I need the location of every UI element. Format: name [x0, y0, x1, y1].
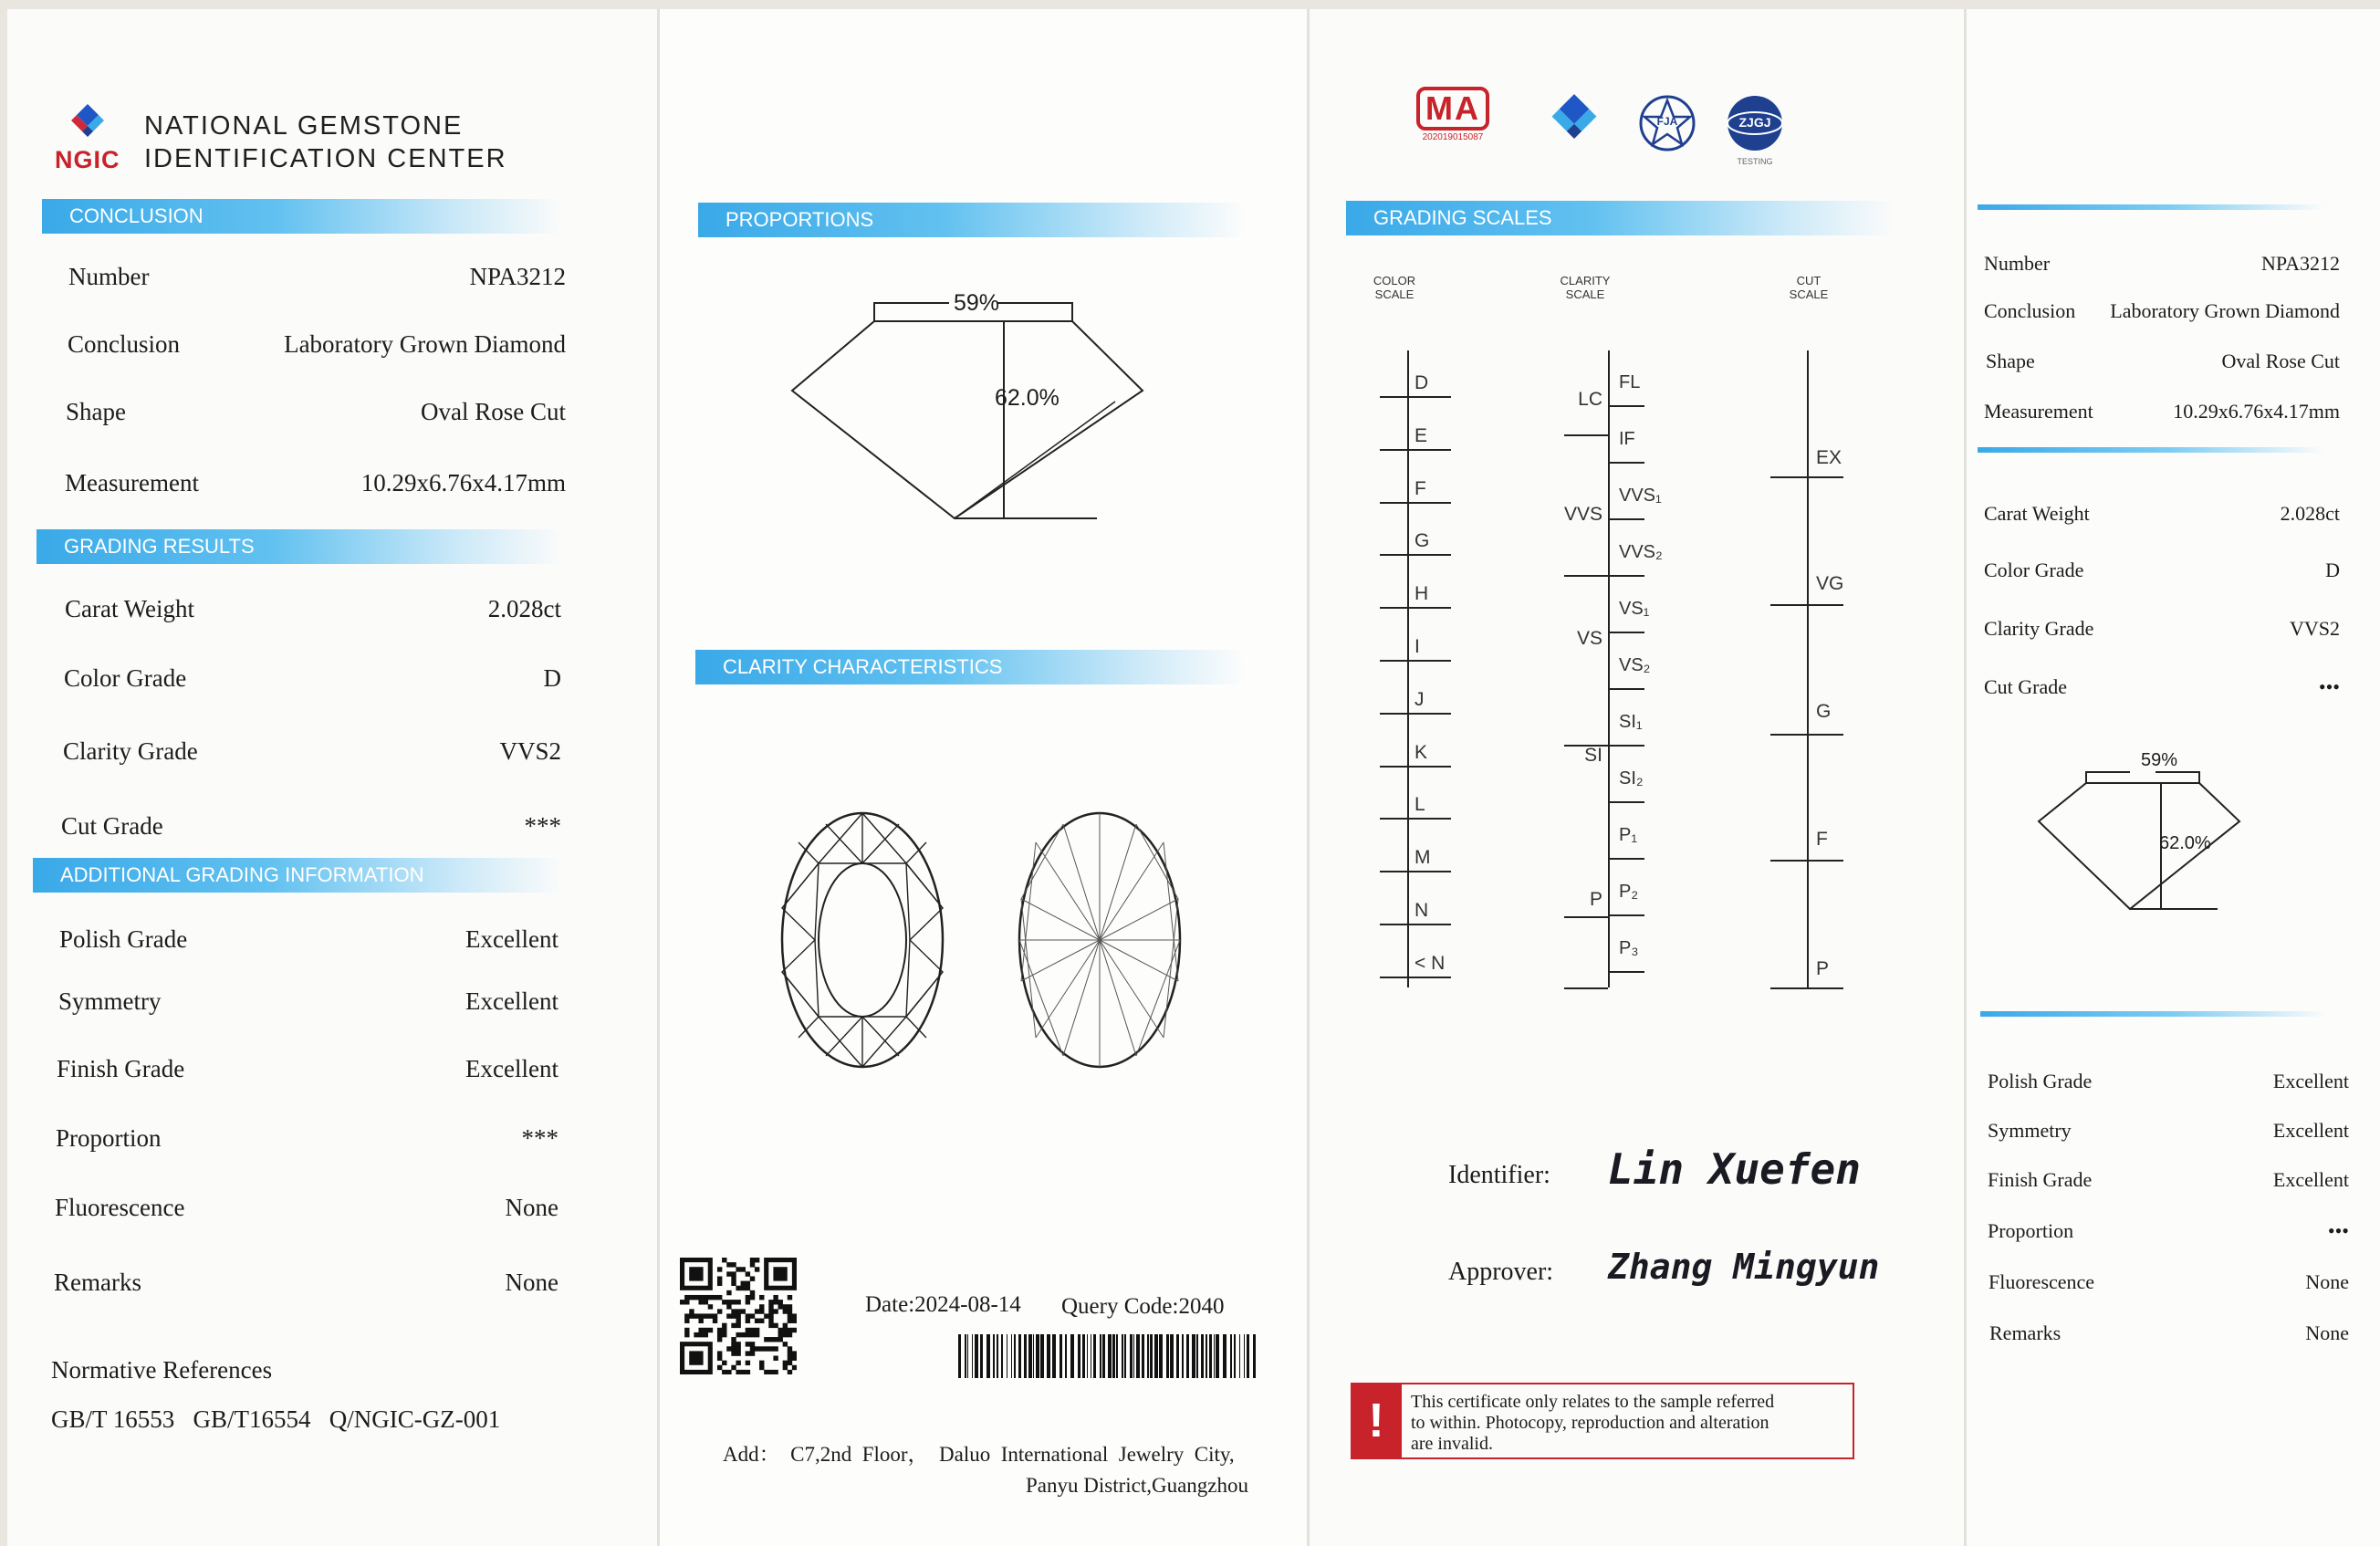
field-value: Excellent [465, 925, 558, 953]
cut-scale-head [1781, 274, 1836, 301]
clarity-scale-tick [1608, 858, 1644, 860]
field-value: D [2325, 559, 2340, 581]
field-label: Clarity Grade [63, 737, 198, 765]
cut-grade-label: G [1816, 701, 1832, 722]
cut-scale-head-2: SCALE [1789, 287, 1829, 301]
field-label: Shape [1986, 350, 2035, 372]
clarity-grade-label: VS₂ [1619, 655, 1651, 675]
cut-scale-tick [1770, 987, 1843, 989]
field-label: Cut Grade [61, 812, 163, 840]
clarity-scale-head-2: SCALE [1565, 287, 1605, 301]
color-scale-tick [1380, 713, 1451, 715]
notice-line1: This certificate only relates to the sample referred [1411, 1392, 1775, 1412]
summary-divider-3 [1980, 1011, 2327, 1017]
field-label: Number [68, 263, 150, 290]
clarity-group-label: VS [1576, 628, 1602, 649]
clarity-scale-tick [1608, 632, 1644, 633]
field-label: Color Grade [64, 664, 187, 692]
cma-number: 202019015087 [1422, 132, 1484, 142]
address-line2: Panyu District,Guangzhou [1026, 1474, 1249, 1497]
color-grade-label: M [1414, 847, 1431, 869]
field-label: Polish Grade [59, 925, 188, 953]
field-label: Cut Grade [1984, 675, 2068, 698]
color-grade-label: E [1414, 424, 1428, 446]
color-grade-label: K [1414, 741, 1428, 763]
panel-grading-scales [1307, 9, 1964, 1546]
approver-signature: Zhang Mingyun [1608, 1247, 1880, 1287]
cert-date: Date:2024-08-14 [865, 1292, 1021, 1317]
clarity-grade-label: SI₂ [1619, 768, 1644, 789]
panel-summary-left [7, 9, 657, 1546]
clarity-grade-label: P₃ [1619, 938, 1639, 958]
clarity-scale-tick [1608, 518, 1644, 520]
additional-section-title: ADDITIONAL GRADING INFORMATION [33, 858, 562, 893]
cma-mark: MA [1416, 87, 1489, 131]
field-label: Fluorescence [1989, 1270, 2095, 1293]
field-value: Excellent [465, 987, 558, 1015]
clarity-scale-tick [1608, 914, 1644, 916]
field-label: Proportion [56, 1124, 162, 1152]
clarity-group-divider [1564, 916, 1608, 918]
field-value: Laboratory Grown Diamond [284, 330, 566, 358]
summary-divider-2 [1978, 447, 2324, 453]
field-value: None [2305, 1321, 2349, 1344]
clarity-scale-tick [1608, 801, 1644, 803]
clarity-scale-tick [1608, 971, 1644, 973]
crown-plot-diagram [771, 808, 954, 1072]
cut-grade-label: F [1816, 829, 1828, 850]
proportion-diagram [776, 283, 1168, 538]
clarity-grade-label: IF [1619, 429, 1635, 449]
clarity-scale-head-1: CLARITY [1560, 274, 1611, 287]
field-label: Carat Weight [1984, 502, 2090, 525]
zjgj-text: ZJGJ [1738, 115, 1771, 130]
clarity-group-divider [1564, 575, 1608, 577]
panel-summary-right [1964, 9, 2380, 1546]
grading-scales-title: GRADING SCALES [1346, 201, 1894, 235]
pavilion-plot-diagram [1008, 808, 1191, 1072]
summary-depth-percentage: 62.0% [2159, 833, 2211, 853]
clarity-grade-label: SI₁ [1619, 712, 1643, 732]
clarity-group-divider [1564, 434, 1608, 436]
color-grade-label: H [1414, 583, 1429, 605]
zjgj-logo [1725, 93, 1790, 166]
field-value: Excellent [465, 1055, 558, 1082]
clarity-characteristics-title: CLARITY CHARACTERISTICS [695, 650, 1245, 684]
cut-grade-label: P [1816, 958, 1830, 979]
color-scale-tick [1380, 766, 1451, 768]
color-scale-tick [1380, 660, 1451, 662]
field-value: None [505, 1269, 558, 1296]
field-value: ••• [2318, 675, 2340, 698]
field-value: *** [524, 812, 561, 840]
color-scale-tick [1380, 502, 1451, 504]
org-name-line1: NATIONAL GEMSTONE [144, 111, 464, 141]
qr-code [680, 1258, 797, 1374]
color-grade-label: F [1414, 477, 1426, 499]
color-grade-label: I [1414, 636, 1420, 657]
cut-grade-label: EX [1816, 447, 1842, 468]
grading-section-title: GRADING RESULTS [37, 529, 562, 564]
address-line1: Add： C7,2nd Floor， Daluo International Jewelry City, [723, 1443, 1235, 1466]
color-scale-tick [1380, 554, 1451, 556]
field-label: Clarity Grade [1984, 617, 2094, 640]
fold-line [657, 9, 660, 1546]
references-title: Normative References [51, 1356, 273, 1384]
color-grade-label: < N [1414, 952, 1446, 974]
field-value: 10.29x6.76x4.17mm [360, 469, 566, 496]
field-value: Excellent [2272, 1119, 2349, 1142]
field-label: Proportion [1988, 1219, 2074, 1242]
color-grade-label: D [1414, 372, 1429, 393]
fja-text: FJA [1656, 115, 1678, 128]
cut-scale-axis [1807, 350, 1809, 987]
clarity-group-label: VVS [1563, 504, 1602, 525]
barcode [958, 1334, 1258, 1378]
conclusion-section-title: CONCLUSION [42, 199, 562, 234]
color-grade-label: J [1414, 688, 1425, 710]
field-label: Measurement [65, 469, 199, 496]
color-scale-tick [1380, 977, 1451, 978]
clarity-group-label: SI [1584, 745, 1602, 766]
clarity-grade-label: VVS₁ [1619, 486, 1662, 506]
field-value: 10.29x6.76x4.17mm [2173, 400, 2340, 423]
org-name-line2: IDENTIFICATION CENTER [144, 144, 507, 173]
color-grade-label: N [1414, 900, 1429, 921]
field-value: *** [521, 1124, 558, 1152]
cut-scale-tick [1770, 476, 1843, 478]
cma-logo [1412, 87, 1494, 142]
field-label: Fluorescence [55, 1194, 185, 1221]
fold-line [1964, 9, 1967, 1546]
field-value: Excellent [2272, 1070, 2349, 1092]
clarity-grade-label: FL [1619, 372, 1641, 392]
field-label: Number [1984, 252, 2051, 275]
field-label: Carat Weight [65, 595, 195, 622]
field-label: Symmetry [1988, 1119, 2072, 1142]
color-grade-label: L [1414, 794, 1425, 816]
clarity-grade-label: P₂ [1619, 882, 1639, 902]
color-scale-head-1: COLOR [1373, 274, 1416, 287]
field-value: Oval Rose Cut [2221, 350, 2340, 372]
notice-box [1402, 1383, 1854, 1459]
field-value: Laboratory Grown Diamond [2110, 299, 2340, 322]
summary-divider-1 [1978, 204, 2324, 210]
ngic-logo-icon [62, 102, 113, 146]
field-label: Color Grade [1984, 559, 2084, 581]
identifier-label: Identifier: [1448, 1161, 1550, 1189]
summary-proportion-diagram [2028, 759, 2247, 929]
field-value: VVS2 [2289, 617, 2340, 640]
field-value: 2.028ct [487, 595, 561, 622]
field-label: Remarks [1989, 1321, 2062, 1344]
depth-percentage: 62.0% [995, 385, 1060, 411]
field-label: Polish Grade [1988, 1070, 2093, 1092]
field-value: None [2305, 1270, 2349, 1293]
field-value: NPA3212 [2261, 252, 2340, 275]
color-scale-axis [1407, 350, 1409, 987]
clarity-scale-tick [1608, 462, 1644, 464]
color-scale-tick [1380, 396, 1451, 398]
fold-line [1307, 9, 1310, 1546]
field-label: Symmetry [58, 987, 162, 1015]
fja-logo [1637, 93, 1697, 153]
field-value: NPA3212 [469, 263, 566, 290]
color-scale-tick [1380, 607, 1451, 609]
cut-scale-tick [1770, 604, 1843, 606]
org-abbr: NGIC [55, 146, 120, 173]
warning-icon: ! [1351, 1383, 1402, 1459]
clarity-group-label: LC [1578, 389, 1602, 410]
query-code: Query Code:2040 [1061, 1294, 1225, 1319]
field-label: Finish Grade [57, 1055, 185, 1082]
cut-scale-tick [1770, 734, 1843, 736]
field-label: Measurement [1984, 400, 2093, 423]
color-scale-tick [1380, 871, 1451, 872]
clarity-scale-head [1549, 274, 1622, 301]
color-scale-tick [1380, 449, 1451, 451]
notice-line3: are invalid. [1411, 1434, 1493, 1454]
clarity-scale-tick [1608, 405, 1644, 407]
color-scale-head-2: SCALE [1374, 287, 1414, 301]
cut-scale-tick [1770, 860, 1843, 862]
clarity-scale-axis [1608, 350, 1610, 987]
clarity-group-divider [1564, 987, 1608, 989]
summary-table-percentage: 59% [2141, 750, 2178, 770]
field-value: Excellent [2272, 1168, 2349, 1191]
clarity-group-label: P [1589, 889, 1602, 910]
field-value: VVS2 [499, 737, 561, 765]
cut-scale-head-1: CUT [1796, 274, 1822, 287]
clarity-grade-label: VS₁ [1619, 599, 1650, 619]
zjgj-sub: TESTING [1737, 157, 1773, 166]
field-value: 2.028ct [2280, 502, 2340, 525]
clarity-grade-label: P₁ [1619, 825, 1638, 845]
identifier-signature: Lin Xuefen [1608, 1144, 1861, 1194]
ngic-emblem-icon [1540, 89, 1609, 153]
clarity-scale-tick [1608, 688, 1644, 690]
cut-grade-label: VG [1816, 573, 1844, 594]
clarity-scale-tick [1608, 575, 1644, 577]
proportions-section-title: PROPORTIONS [698, 203, 1246, 237]
field-label: Conclusion [68, 330, 181, 358]
field-value: D [543, 664, 561, 692]
field-label: Remarks [54, 1269, 141, 1296]
field-label: Conclusion [1984, 299, 2076, 322]
approver-label: Approver: [1448, 1258, 1554, 1286]
notice-line2: to within. Photocopy, reproduction and alteration [1411, 1413, 1769, 1433]
panel-proportions [657, 9, 1307, 1546]
field-value: None [505, 1194, 558, 1221]
color-grade-label: G [1414, 530, 1430, 552]
table-percentage: 59% [954, 290, 1000, 316]
clarity-scale-tick [1608, 745, 1644, 747]
clarity-grade-label: VVS₂ [1619, 542, 1663, 562]
field-value: ••• [2327, 1219, 2349, 1242]
color-scale-tick [1380, 924, 1451, 925]
field-label: Finish Grade [1988, 1168, 2093, 1191]
color-scale-head [1362, 274, 1427, 301]
field-value: Oval Rose Cut [421, 398, 566, 425]
color-scale-tick [1380, 818, 1451, 820]
references-text: GB/T 16553 GB/T16554 Q/NGIC-GZ-001 [51, 1405, 501, 1433]
field-label: Shape [66, 398, 126, 425]
